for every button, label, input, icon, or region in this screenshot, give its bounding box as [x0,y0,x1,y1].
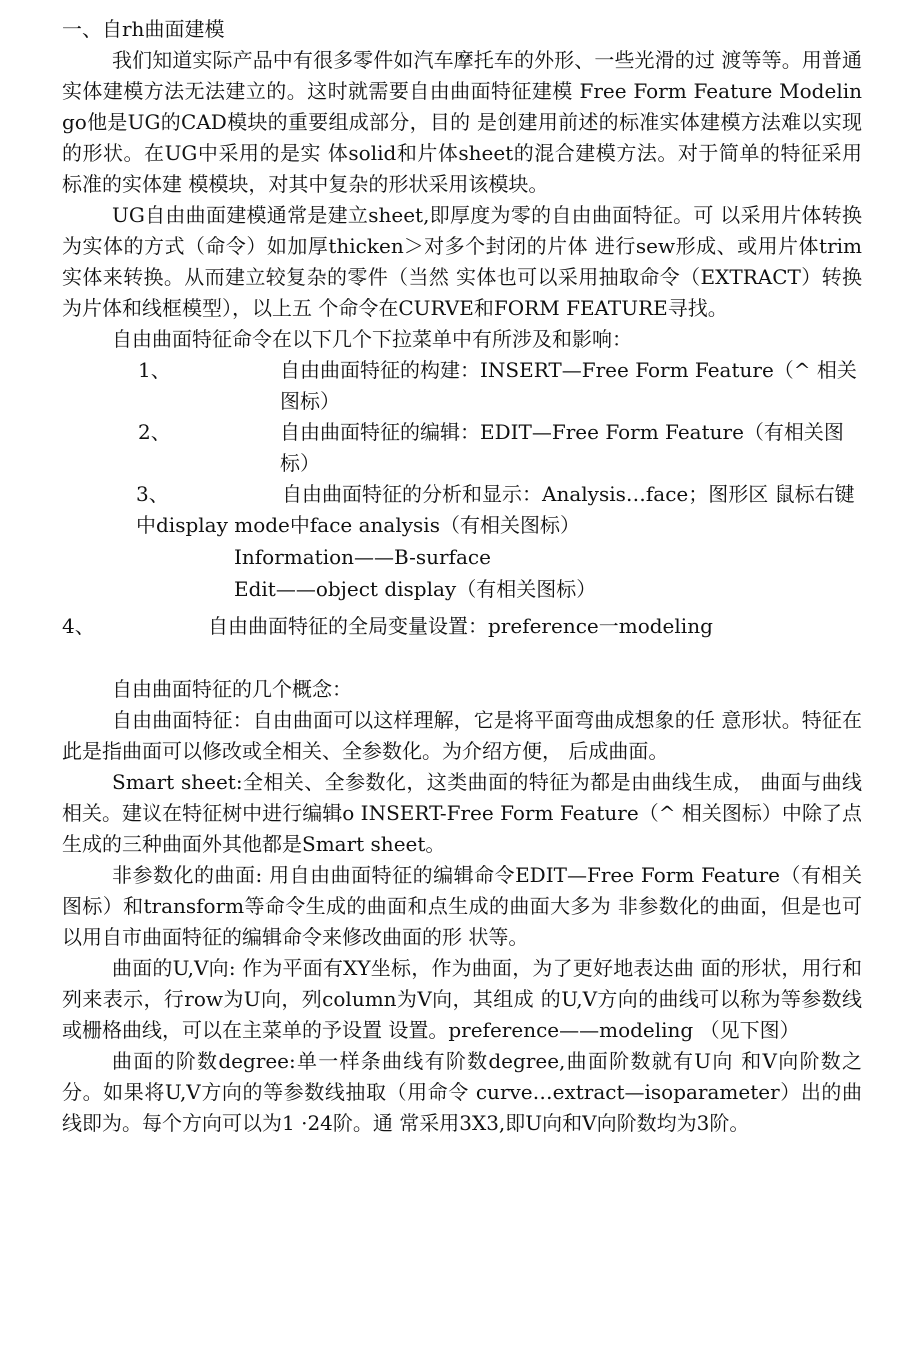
section-heading: 一、自rh曲面建模 [62,17,225,41]
paragraph-menu-intro: 自由曲面特征命令在以下几个下拉菜单中有所涉及和影响： [112,327,632,351]
paragraph-non-parametric: 非参数化的曲面: 用自由曲面特征的编辑命令EDIT—Free Form Feature（有相关图标）和transform等命令生成的曲面和点生成的曲面大多为 非参数化的曲面，但是也可以用自市曲面特征的编辑命令来修改曲面的形 状等。 [62,863,862,949]
list-text: 自由曲面特征的编辑：EDIT—Free Form Feature（有相关图标） [280,420,844,475]
list-text: 自由曲面特征的构建：INSERT—Free Form Feature（^ 相关图标） [280,358,857,413]
list-text: 自由曲面特征的全局变量设置：preference一modeling [208,614,713,638]
paragraph-degree: 曲面的阶数degree:单一样条曲线有阶数degree,曲面阶数就有U向 和V向阶数之分。如果将U,V方向的等参数线抽取（用命令 curve…extract—isoparameter）出的曲线即为。每个方向可以为1 ·24阶。通 常采用3X3,即U向和V向阶数均为3阶。 [62,1049,862,1135]
list-number: 2、 [138,420,171,444]
list-item-4 [62,611,862,642]
list-sub-item-edit: Edit——object display（有相关图标） [234,577,597,601]
list-sub-item-information: Information——B-surface [234,545,491,569]
spacer [62,642,862,674]
list-number: 4、 [62,614,95,638]
list-text: 自由曲面特征的分析和显示：Analysis…face；图形区 鼠标右键中display mode中face analysis（有相关图标） [136,482,855,537]
paragraph-smart-sheet: Smart sheet:全相关、全参数化，这类曲面的特征为都是由曲线生成， 曲面与曲线相关。建议在特征树中进行编辑o INSERT-Free Form Feature（^ 相关图标）中除了点生成的三种曲面外其他都是Smart sheet。 [62,770,862,856]
paragraph-uv-direction: 曲面的U,V向: 作为平面有XY坐标，作为曲面，为了更好地表达曲 面的形状，用行和列来表示，行row为U向，列column为V向，其组成 的U,V方向的曲线可以称为等参数线或栅格曲线，可以在主菜单的予设置 设置。preference——modeling （见下图） [62,956,862,1042]
document-page [62,14,862,1344]
paragraph-freeform-feature: 自由曲面特征：自由曲面可以这样理解，它是将平面弯曲成想象的任 意形状。特征在此是指曲面可以修改或全相关、全参数化。为介绍方便， 后成曲面。 [62,708,862,763]
paragraph-intro: 我们知道实际产品中有很多零件如汽车摩托车的外形、一些光滑的过 渡等等。用普通实体建模方法无法建立的。这时就需要自由曲面特征建模 Free Form Feature Modelingo他是UG的CAD模块的重要组成部分，目的 是创建用前述的标准实体建模方法难以实现的形状。在UG中采用的是实 体solid和片体sheet的混合建模方法。对于简单的特征采用标准的实体建 模模块，对其中复杂的形状采用该模块。 [62,48,862,196]
list-item-3 [62,479,862,541]
list-item-1 [62,355,862,417]
list-item-2 [62,417,862,479]
concepts-intro: 自由曲面特征的几个概念： [112,677,352,701]
list-number: 3、 [136,482,169,506]
paragraph-sheet-modeling: UG自由曲面建模通常是建立sheet,即厚度为零的自由曲面特征。可 以采用片体转换为实体的方式（命令）如加厚thicken＞对多个封闭的片体 进行sew形成、或用片体trim实体来转换。从而建立较复杂的零件（当然 实体也可以采用抽取命令（EXTRACT）转换为片体和线框模型），以上五 个命令在CURVE和FORM FEATURE寻找。 [62,203,862,320]
list-number: 1、 [138,358,171,382]
